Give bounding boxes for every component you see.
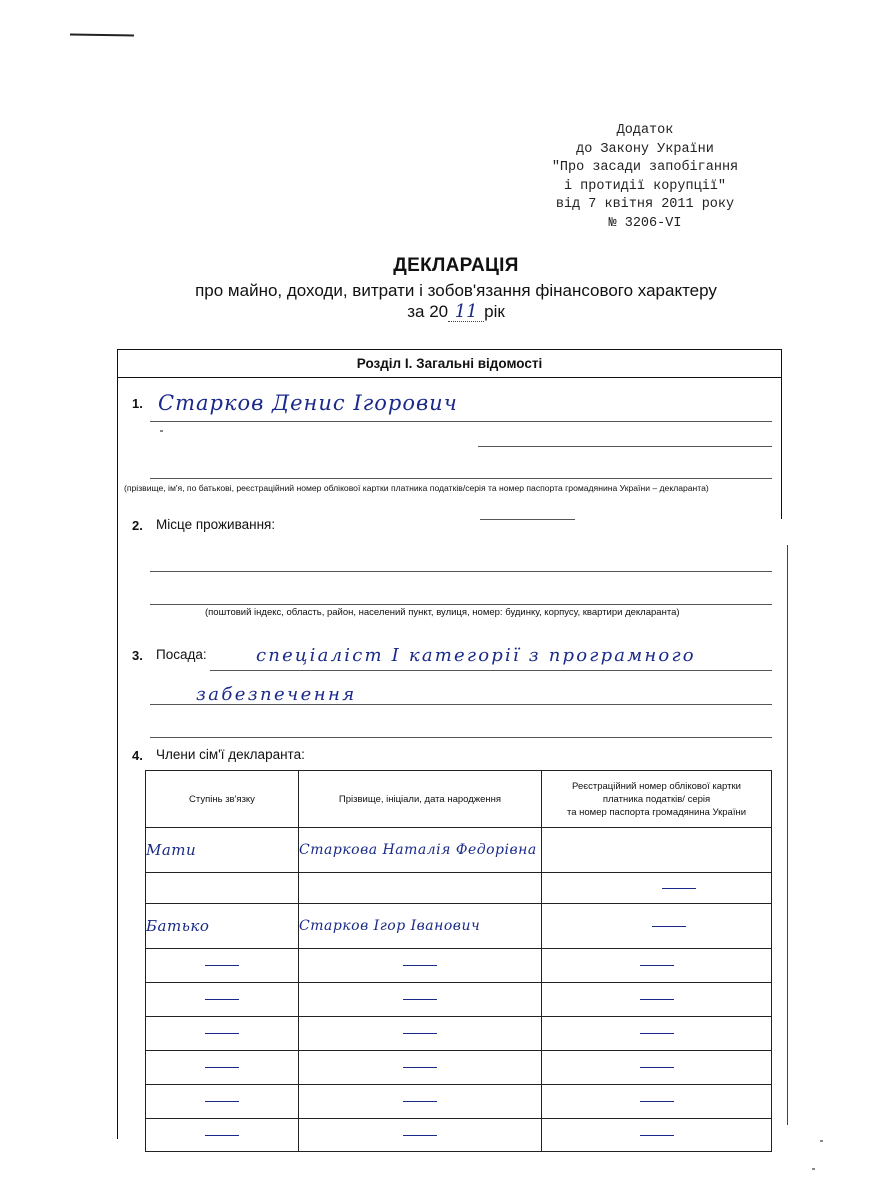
relation-cell — [146, 1051, 299, 1085]
relation-cell — [146, 983, 299, 1017]
member-name-cell — [299, 983, 542, 1017]
position-handwritten-1: спеціаліст I категорії з програмного — [256, 645, 696, 666]
section-heading: Розділ І. Загальні відомості — [117, 351, 782, 378]
title-block — [0, 255, 872, 322]
relation-cell: Мати — [146, 828, 299, 873]
member-name-cell — [299, 1119, 542, 1152]
header-name: Прізвище, ініціали, дата народження — [299, 771, 542, 828]
empty-dash — [640, 999, 674, 1000]
member-name-cell — [299, 1017, 542, 1051]
form-frame-top — [117, 349, 782, 350]
name-line-2 — [478, 446, 772, 447]
residence-line-2 — [150, 604, 772, 605]
member-name-cell: Старков Ігор Іванович — [299, 904, 542, 949]
residence-label: Місце проживання: — [156, 517, 276, 532]
empty-dash — [662, 888, 696, 889]
registry-cell — [542, 1017, 772, 1051]
position-line-2 — [150, 704, 772, 705]
scan-speck — [160, 430, 163, 432]
corner-scan-mark — [70, 34, 134, 37]
table-row — [146, 949, 772, 983]
residence-line-1 — [150, 571, 772, 572]
form-frame-right-lower — [787, 545, 788, 1125]
relation-cell: Батько — [146, 904, 299, 949]
header-registry — [542, 771, 772, 828]
empty-dash — [205, 1067, 239, 1068]
empty-dash — [640, 1135, 674, 1136]
year-prefix: за 20 — [407, 302, 449, 321]
table-row — [146, 1051, 772, 1085]
member-name-cell: Старкова Наталія Федорівна — [299, 828, 542, 873]
document-year — [40, 302, 872, 322]
member-name-cell — [299, 1085, 542, 1119]
relation-cell — [146, 1085, 299, 1119]
addendum-note — [520, 122, 770, 233]
document-title: ДЕКЛАРАЦІЯ — [393, 255, 519, 276]
table-row — [146, 1017, 772, 1051]
empty-dash — [640, 965, 674, 966]
relation-cell — [146, 949, 299, 983]
empty-dash — [403, 999, 437, 1000]
position-line-1 — [210, 670, 772, 671]
registry-cell — [542, 904, 772, 949]
family-label: Члени сім'ї декларанта: — [156, 747, 305, 762]
table-row — [146, 873, 772, 904]
table-row — [146, 904, 772, 949]
empty-dash — [403, 965, 437, 966]
addendum-line: "Про засади запобігання — [551, 160, 739, 175]
registry-cell — [542, 873, 772, 904]
header-relation: Ступінь зв'язку — [146, 771, 299, 828]
empty-dash — [403, 1067, 437, 1068]
empty-dash — [205, 1033, 239, 1034]
member-name-cell — [299, 949, 542, 983]
empty-dash — [205, 1135, 239, 1136]
addendum-line: від 7 квітня 2011 року — [555, 197, 735, 212]
position-handwritten-2: забезпечення — [196, 684, 357, 705]
table-header-row — [146, 771, 772, 828]
table-row — [146, 1119, 772, 1152]
relation-cell — [146, 873, 299, 904]
empty-dash — [205, 1101, 239, 1102]
item-number: 4. — [132, 748, 143, 763]
empty-dash — [640, 1101, 674, 1102]
empty-dash — [640, 1067, 674, 1068]
registry-cell — [542, 1085, 772, 1119]
table-row — [146, 1085, 772, 1119]
table-row — [146, 828, 772, 873]
form-frame-left — [117, 349, 118, 1139]
family-members-table — [145, 770, 772, 1152]
residence-caption: (поштовий індекс, область, район, населений пункт, вулиця, номер: будинку, корпусу, квартири декларанта) — [205, 607, 680, 618]
position-label: Посада: — [156, 647, 207, 662]
registry-cell — [542, 1051, 772, 1085]
header-registry-line: Реєстраційний номер облікової картки — [572, 780, 741, 792]
declarant-name-handwritten: Старков Денис Ігорович — [158, 391, 458, 415]
empty-dash — [652, 926, 686, 927]
empty-dash — [403, 1135, 437, 1136]
item-number: 2. — [132, 518, 143, 533]
relation-cell — [146, 1017, 299, 1051]
scan-speck — [812, 1168, 815, 1170]
table-row — [146, 983, 772, 1017]
scan-speck — [820, 1140, 823, 1142]
position-line-3 — [150, 737, 772, 738]
addendum-line: № 3206-VI — [608, 215, 682, 231]
year-handwritten: 11 — [448, 303, 484, 322]
item-number: 3. — [132, 648, 143, 663]
empty-dash — [403, 1033, 437, 1034]
addendum-line: Додаток — [616, 123, 674, 138]
name-line-3 — [150, 478, 772, 479]
member-name-cell — [299, 1051, 542, 1085]
registry-cell — [542, 828, 772, 873]
empty-dash — [205, 999, 239, 1000]
registry-cell — [542, 1119, 772, 1152]
name-caption: (прізвище, ім'я, по батькові, реєстраційний номер облікової картки платника податків/серія та номер паспорта громадянина України – декларанта) — [124, 483, 709, 493]
residence-dash — [480, 519, 575, 520]
member-name-cell — [299, 873, 542, 904]
item-number: 1. — [132, 396, 143, 411]
registry-cell — [542, 983, 772, 1017]
empty-dash — [640, 1033, 674, 1034]
empty-dash — [205, 965, 239, 966]
header-registry-line: платника податків/ серія — [602, 793, 711, 805]
year-suffix: рік — [484, 302, 505, 321]
name-line-1 — [150, 421, 772, 422]
addendum-line: і протидії корупції" — [563, 178, 727, 194]
document-subtitle: про майно, доходи, витрати і зобов'язання фінансового характеру — [195, 281, 717, 300]
registry-cell — [542, 949, 772, 983]
relation-cell — [146, 1119, 299, 1152]
header-registry-line: та номер паспорта громадянина України — [566, 806, 747, 818]
addendum-line: до Закону України — [576, 141, 714, 157]
empty-dash — [403, 1101, 437, 1102]
